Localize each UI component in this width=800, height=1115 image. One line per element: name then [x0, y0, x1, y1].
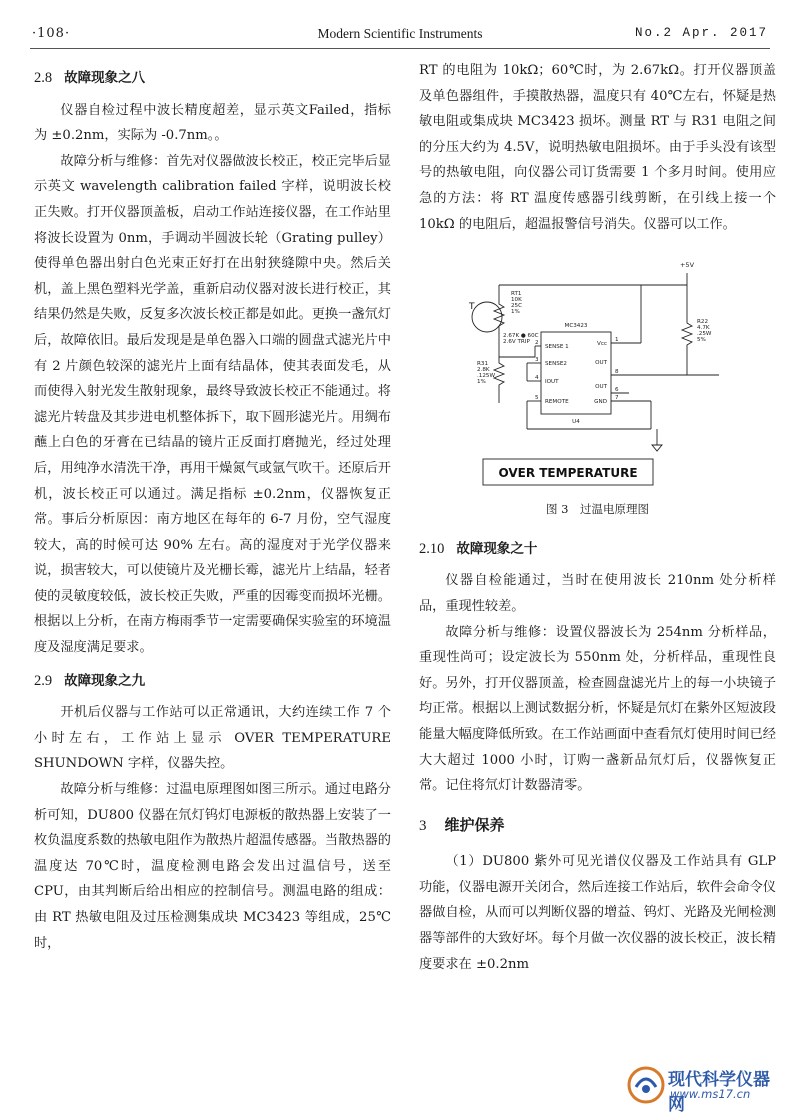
- pin-out1: OUT: [595, 360, 607, 367]
- issue-info: No.2 Apr. 2017: [634, 26, 768, 40]
- trip-label-2: 2.6V TRIP: [503, 339, 530, 346]
- circuit-figure: [419, 247, 776, 495]
- section-title: 故障现象之八: [64, 70, 146, 86]
- pin-number: 4: [535, 375, 539, 382]
- watermark: [626, 1063, 786, 1115]
- watermark-url: www.ms17.cn: [670, 1087, 751, 1101]
- pin-number: 2: [535, 340, 539, 347]
- section-number: 2.10: [419, 540, 445, 557]
- pin-sense2: SENSE2: [545, 361, 567, 368]
- section-2-10-heading: [419, 537, 776, 563]
- ic-label: MC3423: [564, 323, 588, 330]
- pin-out2: OUT: [595, 384, 607, 391]
- pin-number: 8: [615, 369, 619, 376]
- pin-vcc: Vcc: [597, 341, 607, 348]
- section-title: 故障现象之九: [64, 672, 146, 689]
- pin-remote: REMOTE: [545, 399, 569, 406]
- figure-caption: 图 3 过温电原理图: [546, 502, 649, 517]
- rt-temp: 25C: [511, 303, 523, 310]
- rt-tolerance: 1%: [511, 309, 520, 316]
- ic-ref: U4: [572, 419, 580, 426]
- pin-number: 5: [535, 395, 539, 402]
- left-column: [34, 58, 391, 956]
- r31-value: 2.8K: [477, 367, 490, 374]
- watermark-title: 现代科学仪器网: [668, 1070, 770, 1115]
- r22-power: .25W: [697, 331, 712, 338]
- section-2-9-heading: [34, 669, 391, 695]
- pin-iout: IOUT: [545, 379, 559, 386]
- section-title: 维护保养: [444, 815, 505, 834]
- watermark-logo-icon: [626, 1065, 666, 1105]
- rt-value: 10K: [511, 297, 522, 304]
- page-header: [30, 22, 770, 49]
- r22-tolerance: 5%: [697, 337, 706, 344]
- paragraph: 仪器自检过程中波长精度超差，显示英文Failed，指标为 ±0.2nm，实际为 -0.7nm。。: [34, 102, 391, 144]
- section-title: 故障现象之十: [456, 540, 538, 557]
- trip-label-1: 2.67K ● 60C: [503, 333, 539, 340]
- r31-label: R31: [477, 361, 489, 368]
- pin-number: 3: [535, 357, 539, 364]
- pin-sense1: SENSE 1: [545, 344, 569, 351]
- section-3-heading: [419, 813, 776, 840]
- supply-label: +5V: [679, 261, 695, 270]
- pin-number: 6: [615, 387, 619, 394]
- paragraph: 故障分析与维修：设置仪器波长为 254nm 分析样品，重现性尚可；设定波长为 550nm 处，分析样品，重现性良好。另外，打开仪器顶盖，检查圆盘滤光片上的每一小块镜子均正常。根据以上测试数据分析，怀疑是氘灯在紫外区短波段能量大幅度降低所致。在工作站画面中查看氘灯使用时间已经大大超过 1000 小时，订购一盏新品氘灯后，仪器恢复正常。记住将氘灯计数器清零。: [419, 624, 776, 794]
- thermistor-t-label: T: [469, 302, 475, 313]
- circuit-labels: [468, 261, 712, 480]
- paragraph: 开机后仪器与工作站可以正常通讯，大约连续工作 7 个小时左右，工作站上显示 OVER TEMPERATURE SHUNDOWN 字样，仪器失控。: [34, 705, 391, 772]
- over-temperature-banner: OVER TEMPERATURE: [498, 466, 638, 481]
- r31-tolerance: 1%: [477, 379, 486, 386]
- section-number: 3: [419, 817, 427, 834]
- pin-number: 1: [615, 337, 619, 344]
- section-2-8-heading: [34, 66, 391, 92]
- paragraph: （1）DU800 紫外可见光谱仪仪器及工作站具有 GLP 功能，仪器电源开关闭合，然后连接工作站后，软件会命令仪器做自检，从而可以判断仪器的增益、钨灯、光路及光闸检测器等部件的大致好坏。每个月做一次仪器的波长校正，波长精度要求在 ±0.2nm: [419, 854, 776, 972]
- paragraph: 故障分析与维修：首先对仪器做波长校正，校正完毕后显示英文 wavelength calibration failed 字样，说明波长校正失败。打开仪器顶盖板，启动工作站连接仪器，在工作站里将波长设置为 0nm，手调动半圆波长轮（Grating pulley）使得单色器出射白色光束正好打在出射狭缝隙中央。然后关机，盖上黑色塑料光学盖，重新启动仪器对波长进行校正，其结果仍然是失败，反复多次波长校正都是如此。更换一盏氘灯后，故障依旧。最后发现是是单色器入口端的圆盘式滤光片中有 2 片颜色较深的滤光片上面有结晶体，使其表面发毛，从而使得入射光发生散射现象，最终导致波长校正不能通过。将滤光片转盘及其步进电机整体拆下，取下圆形滤光片。用绸布蘸上白色的牙膏在已结晶的镜片正反面打磨抛光，经过处理后，用纯净水清洗干净，再用干燥氮气或氩气吹干。还原后开机，波长校正可以通过。满足指标 ±0.2nm，仪器恢复正常。事后分析原因：南方地区在每年的 6-7 月份，空气湿度较大，高的时候可达 90% 左右。高的湿度对于光学仪器来说，损害较大，可以使镜片及光栅长霉，滤光片上结晶，轻者使的灵敏度较低，波长校正失败，严重的因霉变而损坏光栅。根据以上分析，在南方梅雨季节一定需要确保实验室的环境温度及湿度满足要求。: [34, 153, 391, 656]
- circuit-diagram: [419, 247, 776, 495]
- pin-gnd: GND: [594, 399, 607, 406]
- paragraph: 仪器自检能通过，当时在使用波长 210nm 处分析样品，重现性较差。: [419, 573, 776, 614]
- page-number: ·108·: [32, 26, 71, 41]
- right-column: [419, 58, 776, 977]
- r22-value: 4.7K: [697, 325, 710, 332]
- section-number: 2.9: [34, 672, 53, 689]
- paragraph: RT 的电阻为 10kΩ；60℃时，为 2.67kΩ。打开仪器顶盖及单色器组件，手摸散热器，温度只有 40℃左右，怀疑是热敏电阻或集成块 MC3423 损坏。测量 RT 与 R31 电阻之间的分压大约为 4.5V，说明热敏电阻损坏。由于手头没有该型号的热敏电阻，向仪器公司订货需要 1 个多月时间。使用应急的方法：将 RT 温度传感器引线剪断，在引线上接一个 10kΩ 的电阻后，超温报警信号消失。仪器可以工作。: [419, 63, 776, 232]
- pin-number: 7: [615, 395, 619, 402]
- rt-label: RT1: [511, 291, 522, 298]
- r22-label: R22: [697, 319, 709, 326]
- r31-power: .125W: [477, 373, 495, 380]
- section-number: 2.8: [34, 70, 53, 86]
- journal-title: Modern Scientific Instruments: [317, 26, 483, 41]
- paragraph: 故障分析与维修：过温电原理图如图三所示。通过电路分析可知，DU800 仪器在氘灯钨灯电源板的散热器上安装了一枚负温度系数的热敏电阻作为散热片超温传感器。当散热器的温度达 70℃时，温度检测电路会发出过温信号，送至 CPU，由其判断后给出相应的控制信号。测温电路的组成：由 RT 热敏电阻及过压检测集成块 MC3423 等组成，25℃时，: [34, 782, 391, 951]
